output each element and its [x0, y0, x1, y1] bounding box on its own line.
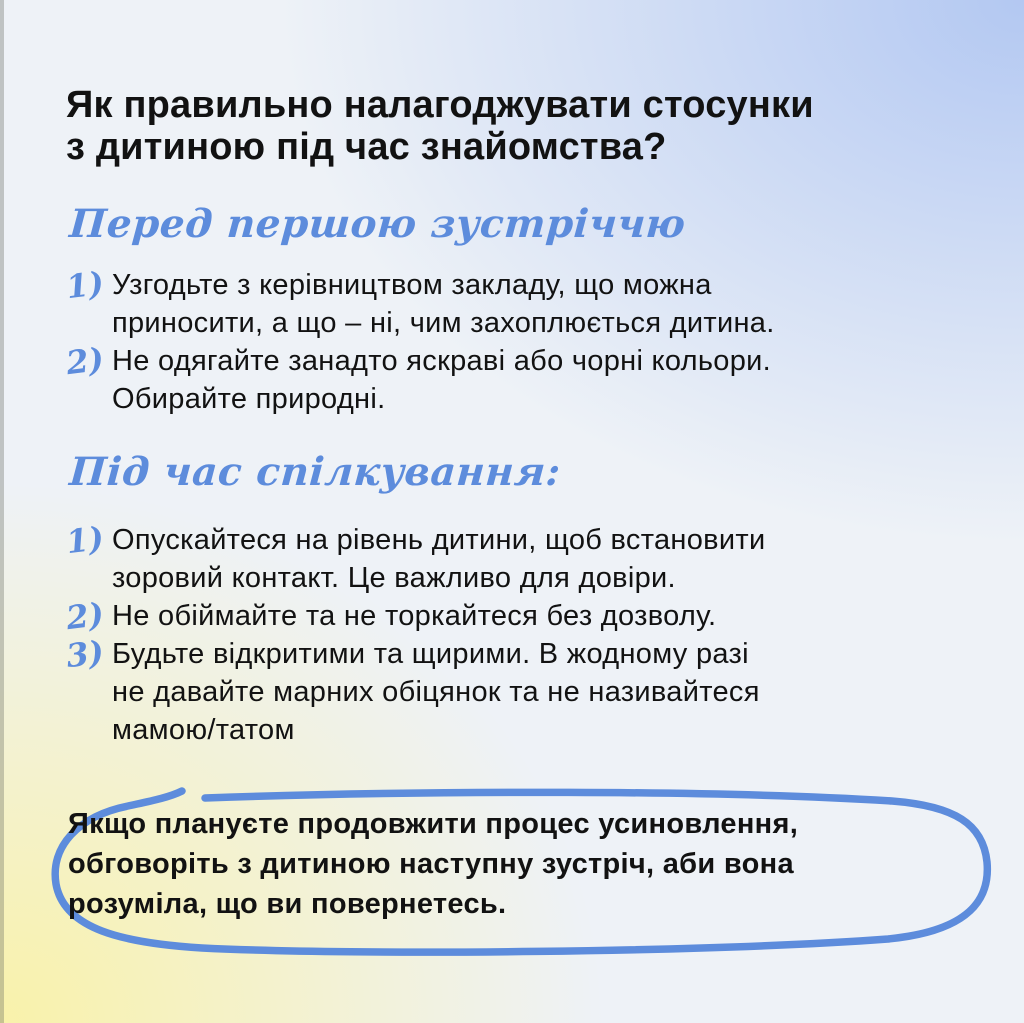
item-text-line: зоровий контакт. Це важливо для довіри. [112, 562, 676, 594]
callout-text-line: розуміла, що ви повернетесь. [68, 888, 507, 920]
item-text-line: Не одягайте занадто яскраві або чорні кольори. [112, 345, 771, 377]
callout-text-line: обговоріть з дитиною наступну зустріч, аби вона [68, 848, 794, 880]
list-before-first-meeting [58, 263, 998, 418]
item-text-line: Обирайте природні. [112, 383, 386, 415]
item-number: 3) [64, 632, 106, 676]
item-text [112, 266, 775, 342]
item-number: 2) [64, 339, 106, 383]
section-heading-during-communication: Під час спілкування: [67, 449, 563, 495]
callout-text-line: Якщо плануєте продовжити процес усиновлення, [68, 808, 799, 840]
item-text [112, 597, 716, 635]
list-item [58, 339, 998, 418]
item-text-line: Узгодьте з керівництвом закладу, що можна [112, 269, 712, 301]
item-text-line: мамою/татом [112, 714, 295, 746]
page-title [66, 84, 986, 168]
callout-text [68, 804, 968, 924]
item-number: 2) [64, 594, 106, 638]
item-text [112, 635, 760, 749]
list-item [58, 632, 998, 749]
list-item [58, 518, 998, 597]
left-edge-shade [0, 0, 4, 1023]
item-number: 1) [64, 263, 106, 307]
list-item [58, 263, 998, 342]
list-during-communication [58, 518, 998, 749]
item-text-line: приносити, а що – ні, чим захоплюється дитина. [112, 307, 775, 339]
item-text-line: Будьте відкритими та щирими. В жодному разі [112, 638, 749, 670]
item-text [112, 521, 765, 597]
item-text-line: не давайте марних обіцянок та не називайтеся [112, 676, 760, 708]
list-item [58, 594, 998, 638]
item-text [112, 342, 771, 418]
page-title-line: Як правильно налагоджувати стосунки [66, 84, 814, 126]
item-number: 1) [64, 518, 106, 562]
section-heading-before-first-meeting: Перед першою зустріччю [67, 201, 688, 247]
callout-note [30, 786, 996, 978]
page-title-line: з дитиною під час знайомства? [66, 126, 667, 168]
item-text-line: Опускайтеся на рівень дитини, щоб встановити [112, 524, 766, 556]
item-text-line: Не обіймайте та не торкайтеся без дозволу. [112, 600, 717, 632]
